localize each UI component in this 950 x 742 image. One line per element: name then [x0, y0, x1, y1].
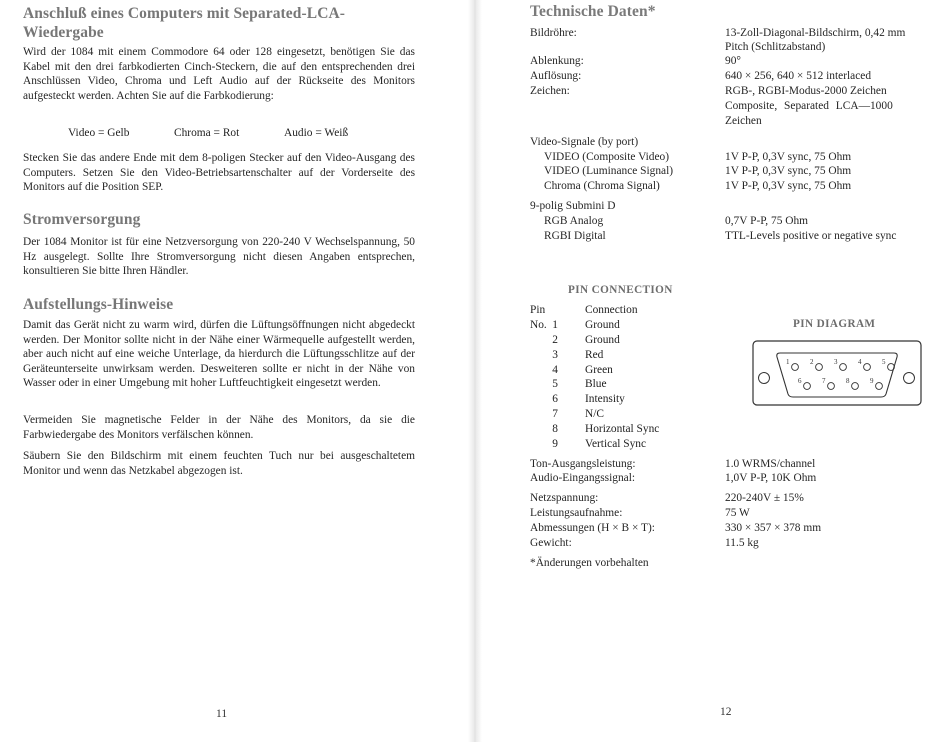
pin-number: 4: [552, 363, 558, 376]
spec-value-aufloesung: 640 × 256, 640 × 512 interlaced: [725, 70, 872, 82]
spec-label-ablenkung: Ablenkung:: [530, 55, 584, 67]
spec-label-video-composite: VIDEO (Composite Video): [544, 151, 670, 163]
section-title-tech-data: Technische Daten*: [530, 3, 656, 20]
spec-value-ton: 1.0 WRMS/channel: [725, 458, 816, 470]
section-title-setup: Aufstellungs-Hinweise: [23, 296, 174, 313]
bottom-pin-hole: [804, 383, 811, 390]
spec-value-ablenkung: 90°: [725, 55, 741, 67]
spec-label-video-signals: Video-Signale (by port): [530, 136, 639, 148]
color-coding: [68, 127, 398, 139]
pin-number: 8: [552, 423, 558, 436]
pin-diagram: [752, 340, 922, 406]
bottom-pin-label: 7: [822, 377, 826, 385]
spec-label-audio-in: Audio-Eingangssignal:: [530, 472, 636, 484]
top-pin-label: 3: [834, 358, 838, 366]
left-page: [0, 0, 474, 742]
top-pin-label: 1: [786, 358, 790, 366]
spec-value-video-composite: 1V P-P, 0,3V sync, 75 Ohm: [725, 151, 852, 163]
spec-value-abmessungen: 330 × 357 × 378 mm: [725, 522, 822, 534]
spec-label-zeichen: Zeichen:: [530, 85, 570, 97]
spec-value-zeichen-1: RGB-, RGBI-Modus-2000 Zeichen: [725, 85, 887, 97]
pin-connection: Red: [585, 348, 604, 361]
mount-hole-left: [759, 373, 770, 384]
setup-paragraph-3: Säubern Sie den Bildschirm mit einem feuchten Tuch nur bei ausgeschaltetem Monitor und wenn das Netzkabel abgezogen ist.: [23, 450, 415, 477]
pin-number: 5: [552, 378, 558, 391]
section-title-computer-connection: [23, 4, 345, 42]
bottom-pin-label: 6: [798, 377, 802, 385]
pin-connection: Blue: [585, 378, 607, 391]
spec-value-bildrohre-2: Pitch (Schlitzabstand): [725, 41, 826, 53]
section-title-power: Stromversorgung: [23, 211, 141, 228]
spec-label-ton: Ton-Ausgangsleistung:: [530, 458, 636, 470]
top-pin-hole: [840, 364, 847, 371]
bottom-pin-hole: [828, 383, 835, 390]
pin-header-connection: Connection: [585, 304, 638, 316]
bottom-pin-row: [798, 377, 882, 389]
spec-label-bildrohre: Bildröhre:: [530, 27, 577, 39]
pin-connection: Green: [585, 363, 613, 376]
spec-label-netz: Netzspannung:: [530, 492, 599, 504]
top-pin-hole: [864, 364, 871, 371]
pin-connection: N/C: [585, 408, 604, 421]
pin-number: 2: [552, 333, 558, 346]
bottom-pin-label: 8: [846, 377, 850, 385]
pin-number: 3: [552, 348, 558, 361]
spec-value-video-luminance: 1V P-P, 0,3V sync, 75 Ohm: [725, 165, 852, 177]
spec-label-abmessungen: Abmessungen (H × B × T):: [530, 522, 655, 534]
spec-value-leistung: 75 W: [725, 507, 750, 519]
top-pin-hole: [888, 364, 895, 371]
top-pin-hole: [816, 364, 823, 371]
color-chroma: Chroma = Rot: [174, 127, 240, 139]
pin-header-number: Pin No.: [530, 304, 547, 331]
title-line-2: Wiedergabe: [23, 24, 104, 41]
top-pin-label: 2: [810, 358, 814, 366]
color-video: Video = Gelb: [68, 127, 130, 139]
pin-number: 9: [552, 438, 558, 451]
title-line-1: Anschluß eines Computers mit Separated-LCA-: [23, 5, 346, 22]
bottom-pin-hole: [876, 383, 883, 390]
plug-paragraph: Stecken Sie das andere Ende mit dem 8-poligen Stecker auf den Video-Ausgang des Computers. Setzen Sie den Video-Betriebsartenschalter auf der Vorderseite des Monitors auf die Position SEP.: [23, 152, 415, 194]
spec-label-gewicht: Gewicht:: [530, 537, 572, 549]
spec-value-gewicht: 11.5 kg: [725, 537, 759, 549]
power-paragraph: Der 1084 Monitor ist für eine Netzversorgung von 220-240 V Wechselspannung, 50 Hz ausgelegt. Sollte Ihre Stromversorgung nicht diesen Angaben entsprechen, konsultieren Sie bitte Ihren Händler.: [23, 236, 415, 278]
pin-connection: Horizontal Sync: [585, 423, 660, 436]
page-number-left: 11: [216, 708, 228, 720]
connection-paragraph: Wird der 1084 mit einem Commodore 64 oder 128 eingesetzt, benötigen Sie das Kabel mit den drei farbkodierten Cinch-Steckern, die auf den entsprechenden drei Anschlüssen Video, Chroma und Left Audio auf der Rückseite des Monitors aufgesteckt werden. Achten Sie auf die Farbkodierung:: [23, 46, 415, 102]
top-pin-label: 4: [858, 358, 862, 366]
bottom-pin-label: 9: [870, 377, 874, 385]
spec-value-rgb-analog: 0,7V P-P, 75 Ohm: [725, 215, 809, 227]
spec-label-rgbi-digital: RGBI Digital: [544, 230, 606, 242]
setup-paragraph-2: Vermeiden Sie magnetische Felder in der Nähe des Monitors, da sie die Farbwiedergabe des Monitors verfälschen können.: [23, 414, 415, 441]
color-audio: Audio = Weiß: [284, 127, 349, 139]
spec-value-chroma: 1V P-P, 0,3V sync, 75 Ohm: [725, 180, 852, 192]
footnote: *Änderungen vorbehalten: [530, 557, 649, 569]
spec-value-zeichen-2: Composite, Separated LCA—1000: [725, 100, 893, 112]
spec-value-rgbi-digital: TTL-Levels positive or negative sync: [725, 230, 897, 242]
pin-diagram-title: PIN DIAGRAM: [793, 318, 876, 330]
spec-value-audio-in: 1,0V P-P, 10K Ohm: [725, 472, 817, 484]
spec-label-chroma: Chroma (Chroma Signal): [544, 180, 660, 192]
spec-value-bildrohre-1: 13-Zoll-Diagonal-Bildschirm, 0,42 mm: [725, 27, 906, 39]
spec-label-subminid: 9-polig Submini D: [530, 200, 616, 212]
bottom-pin-hole: [852, 383, 859, 390]
pin-diagram-frame: [753, 341, 921, 405]
pin-connection: Ground: [585, 333, 620, 346]
pin-number: 6: [552, 393, 558, 406]
pin-number: 1: [552, 318, 558, 331]
pin-connection-title: PIN CONNECTION: [568, 284, 673, 296]
top-pin-hole: [792, 364, 799, 371]
mount-hole-right: [904, 373, 915, 384]
top-pin-row: [786, 358, 894, 370]
pin-connection: Vertical Sync: [585, 438, 647, 451]
spec-label-video-luminance: VIDEO (Luminance Signal): [544, 165, 674, 177]
spec-label-rgb-analog: RGB Analog: [544, 215, 604, 227]
spec-value-netz: 220-240V ± 15%: [725, 492, 804, 504]
spec-label-leistung: Leistungsaufnahme:: [530, 507, 623, 519]
pin-connection: Ground: [585, 318, 620, 331]
page-number-right: 12: [720, 706, 732, 718]
top-pin-label: 5: [882, 358, 886, 366]
pin-number: 7: [552, 408, 558, 421]
setup-paragraph-1: Damit das Gerät nicht zu warm wird, dürfen die Lüftungsöffnungen nicht abgedeckt werden. Der Monitor sollte nicht in der Nähe einer Wärmequelle aufgestellt werden, aber auch nicht auf eine weiche Unterlage, da hierdurch die Lüftungsschlitze auf der Geräteunterseite unwirksam werden. Desweiteren sollte er nicht in der Nähe von Wasser oder in einer Umgebung mit hoher Luftfeuchtigkeit eingesetzt werden.: [23, 319, 415, 390]
spec-value-zeichen-3: Zeichen: [725, 115, 762, 127]
spec-label-aufloesung: Auflösung:: [530, 70, 582, 82]
pin-connection: Intensity: [585, 393, 625, 406]
